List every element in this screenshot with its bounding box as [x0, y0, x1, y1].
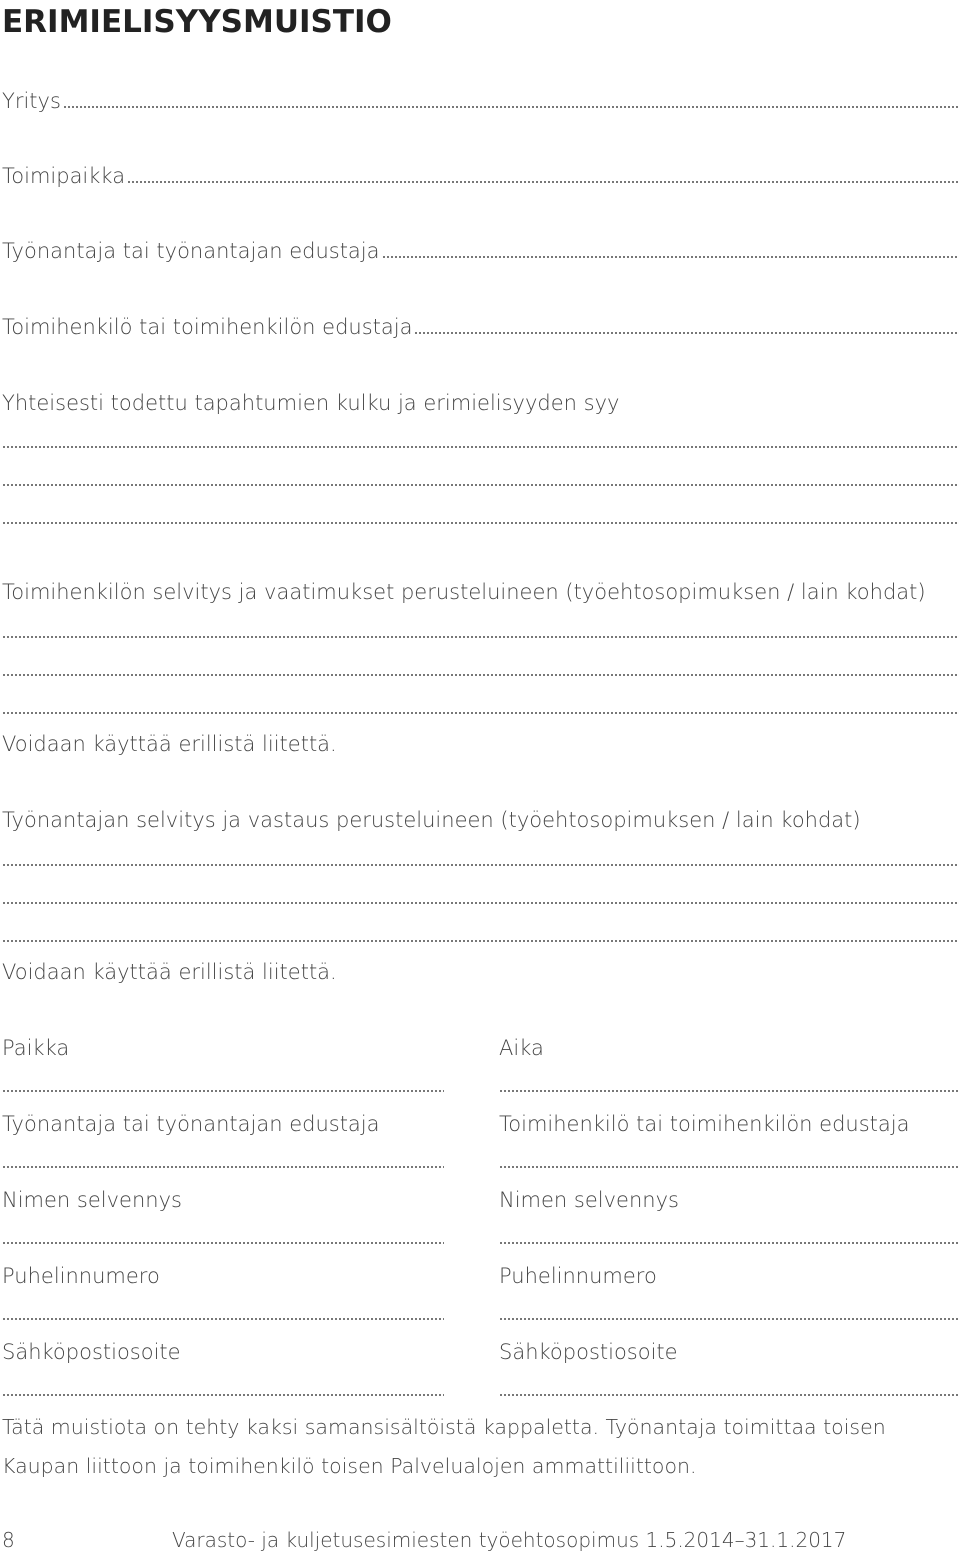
section-toimihenkilon-selvitys-heading: Toimihenkilön selvitys ja vaatimukset perusteluineen (työehtosopimuksen / lain kohdat) — [2, 580, 926, 604]
field-tyonantaja[interactable] — [2, 236, 958, 266]
sig-right-line-5[interactable] — [499, 1394, 958, 1396]
tyonantajan-selvitys-line-3[interactable] — [2, 940, 958, 942]
sig-right-label-5: Sähköpostiosoite — [499, 1340, 678, 1364]
sig-left-line-5[interactable] — [2, 1394, 444, 1396]
section-tyonantajan-selvitys-heading: Työnantajan selvitys ja vastaus perusteluineen (työehtosopimuksen / lain kohdat) — [2, 808, 861, 832]
kulku-line-1[interactable] — [2, 446, 958, 448]
sig-right-label-4: Puhelinnumero — [499, 1264, 657, 1288]
kulku-line-2[interactable] — [2, 484, 958, 486]
field-toimihenkilo-line — [414, 332, 958, 334]
toimihenkilon-selvitys-line-3[interactable] — [2, 712, 958, 714]
closing-line-2: Kaupan liittoon ja toimihenkilö toisen Palvelualojen ammattiliittoon. — [2, 1454, 697, 1478]
sig-left-line-1[interactable] — [2, 1090, 444, 1092]
field-toimipaikka-label: Toimipaikka — [2, 164, 126, 188]
sig-left-line-4[interactable] — [2, 1318, 444, 1320]
sig-right-line-4[interactable] — [499, 1318, 958, 1320]
field-toimipaikka-line — [127, 181, 958, 183]
sig-left-line-2[interactable] — [2, 1166, 444, 1168]
section-kulku-heading: Yhteisesti todettu tapahtumien kulku ja erimielisyyden syy — [2, 391, 620, 415]
field-toimihenkilo[interactable] — [2, 312, 958, 342]
field-tyonantaja-label: Työnantaja tai työnantajan edustaja — [2, 239, 380, 263]
field-yritys-label: Yritys — [2, 89, 61, 113]
sig-right-label-3: Nimen selvennys — [499, 1188, 679, 1212]
document-title: ERIMIELISYYSMUISTIO — [2, 4, 392, 40]
sig-right-line-2[interactable] — [499, 1166, 958, 1168]
tyonantajan-selvitys-line-2[interactable] — [2, 902, 958, 904]
field-toimipaikka[interactable] — [2, 161, 958, 191]
sig-left-label-1: Paikka — [2, 1036, 70, 1060]
toimihenkilon-selvitys-line-2[interactable] — [2, 674, 958, 676]
kulku-line-3[interactable] — [2, 522, 958, 524]
tyonantajan-selvitys-line-1[interactable] — [2, 864, 958, 866]
liite-note-2: Voidaan käyttää erillistä liitettä. — [2, 960, 337, 984]
sig-right-label-1: Aika — [499, 1036, 544, 1060]
page-number: 8 — [2, 1528, 15, 1552]
closing-line-1: Tätä muistiota on tehty kaksi samansisältöistä kappaletta. Työnantaja toimittaa toisen — [2, 1415, 886, 1439]
toimihenkilon-selvitys-line-1[interactable] — [2, 636, 958, 638]
field-toimihenkilo-label: Toimihenkilö tai toimihenkilön edustaja — [2, 315, 413, 339]
field-tyonantaja-line — [382, 256, 958, 258]
field-yritys-line — [63, 106, 958, 108]
sig-left-label-2: Työnantaja tai työnantajan edustaja — [2, 1112, 380, 1136]
sig-right-label-2: Toimihenkilö tai toimihenkilön edustaja — [499, 1112, 910, 1136]
sig-left-label-4: Puhelinnumero — [2, 1264, 160, 1288]
liite-note-1: Voidaan käyttää erillistä liitettä. — [2, 732, 337, 756]
sig-left-label-5: Sähköpostiosoite — [2, 1340, 181, 1364]
sig-left-label-3: Nimen selvennys — [2, 1188, 182, 1212]
footer-doc-title: Varasto- ja kuljetusesimiesten työehtosopimus 1.5.2014–31.1.2017 — [172, 1528, 847, 1552]
sig-right-line-1[interactable] — [499, 1090, 958, 1092]
field-yritys[interactable] — [2, 86, 958, 116]
sig-left-line-3[interactable] — [2, 1242, 444, 1244]
sig-right-line-3[interactable] — [499, 1242, 958, 1244]
